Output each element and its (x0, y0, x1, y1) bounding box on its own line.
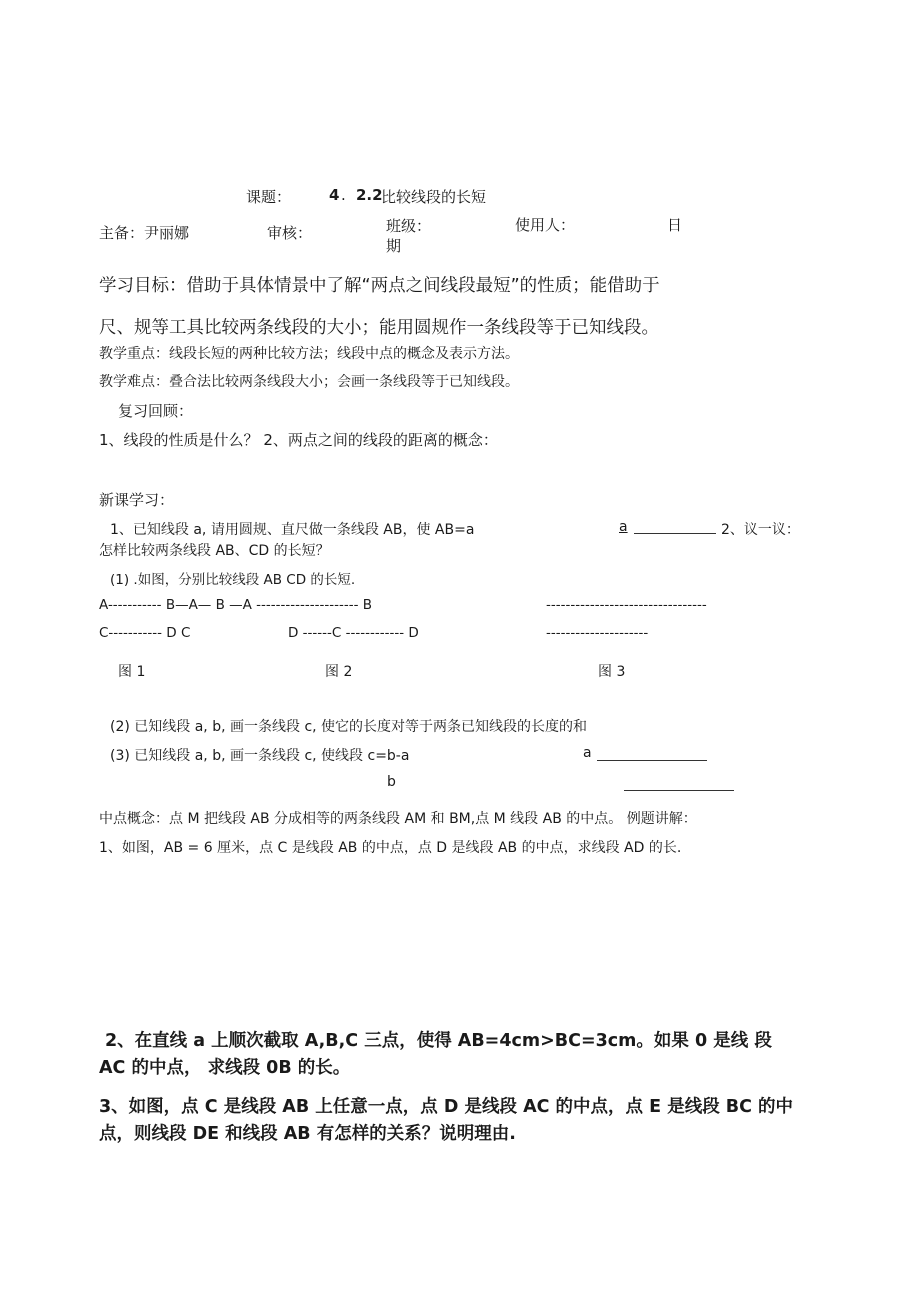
discussion-label: 2、议一议： (721, 522, 800, 538)
segment-b-label: b (387, 774, 396, 790)
sub-question-2: (2) 已知线段 a, b, 画一条线段 c, 使它的长度对等于两条已知线段的长度的和 (110, 719, 588, 735)
example-2-line-2: AC 的中点， 求线段 0B 的长。 (99, 1058, 351, 1078)
class-label: 班级： (386, 217, 432, 235)
segment-a-line (634, 533, 716, 534)
figure-3-line-2: --------------------- (546, 625, 649, 641)
difficulties: 教学难点：叠合法比较两条线段大小；会画一条线段等于已知线段。 (99, 374, 519, 390)
item-1: 1、已知线段 a, 请用圆规、直尺做一条线段 AB，使 AB=a (110, 522, 475, 538)
example-2-line-1 (105, 1027, 772, 1052)
objectives-line-1: 学习目标：借助于具体情景中了解“两点之间线段最短”的性质；能借助于 (99, 276, 660, 296)
review-heading: 复习回顾： (118, 402, 194, 420)
segment-a-label-2: a (583, 745, 592, 761)
midpoint-concept: 中点概念：点 M 把线段 AB 分成相等的两条线段 AM 和 BM,点 M 线段 AB 的中点。 例题讲解： (99, 811, 697, 827)
lesson-number: 4 (329, 186, 340, 204)
lesson-title-number: 2.2 (356, 186, 383, 204)
key-points: 教学重点：线段长短的两种比较方法；线段中点的概念及表示方法。 (99, 346, 519, 362)
figure-1-caption: 图 1 (118, 664, 146, 680)
example-2-line-1-text: 2、在直线 a 上顺次截取 A,B,C 三点，使得 AB=4cm>BC=3cm。如果 0 是线 段 (105, 1031, 772, 1051)
figure-3-caption: 图 3 (598, 664, 626, 680)
user-label: 使用人： (515, 216, 576, 234)
author-label: 主备：尹丽娜 (99, 224, 190, 242)
figure-line-1: A----------- B—A— B —A --------------------- B (99, 597, 373, 613)
new-lesson-heading: 新课学习： (99, 491, 175, 509)
lesson-title: 比较线段的长短 (381, 188, 487, 206)
item-1-segment-a-label: a (619, 519, 628, 535)
compare-question: 怎样比较两条线段 AB、CD 的长短？ (99, 543, 330, 559)
date-label: 日 (667, 216, 683, 234)
example-1: 1、如图，AB = 6 厘米，点 C 是线段 AB 的中点，点 D 是线段 AB 的中点，求线段 AD 的长. (99, 840, 682, 856)
lesson-dot: . (341, 186, 346, 204)
sub-question-3: (3) 已知线段 a, b, 画一条线段 c, 使线段 c=b-a (110, 748, 410, 764)
figure-1-line-2: C----------- D C (99, 625, 191, 641)
example-3-line-1: 3、如图，点 C 是线段 AB 上任意一点，点 D 是线段 AC 的中点，点 E 是线段 BC 的中 (99, 1097, 794, 1117)
class-overflow-text: 期 (386, 237, 402, 255)
figure-2-caption: 图 2 (325, 664, 353, 680)
review-questions: 1、线段的性质是什么？ 2、两点之间的线段的距离的概念： (99, 431, 498, 449)
figure-2-line-2: D ------C ------------ D (288, 625, 419, 641)
segment-a-line-2 (597, 760, 707, 761)
reviewer-label: 审核： (267, 224, 313, 242)
lesson-label: 课题： (246, 188, 292, 206)
segment-b-line (624, 790, 734, 791)
objectives-line-2: 尺、规等工具比较两条线段的大小；能用圆规作一条线段等于已知线段。 (99, 318, 659, 338)
figure-3-line-1: --------------------------------- (546, 597, 707, 613)
sub-question-1: (1) .如图，分别比较线段 AB CD 的长短. (110, 572, 356, 588)
example-3-line-2: 点，则线段 DE 和线段 AB 有怎样的关系？说明理由. (99, 1124, 516, 1144)
